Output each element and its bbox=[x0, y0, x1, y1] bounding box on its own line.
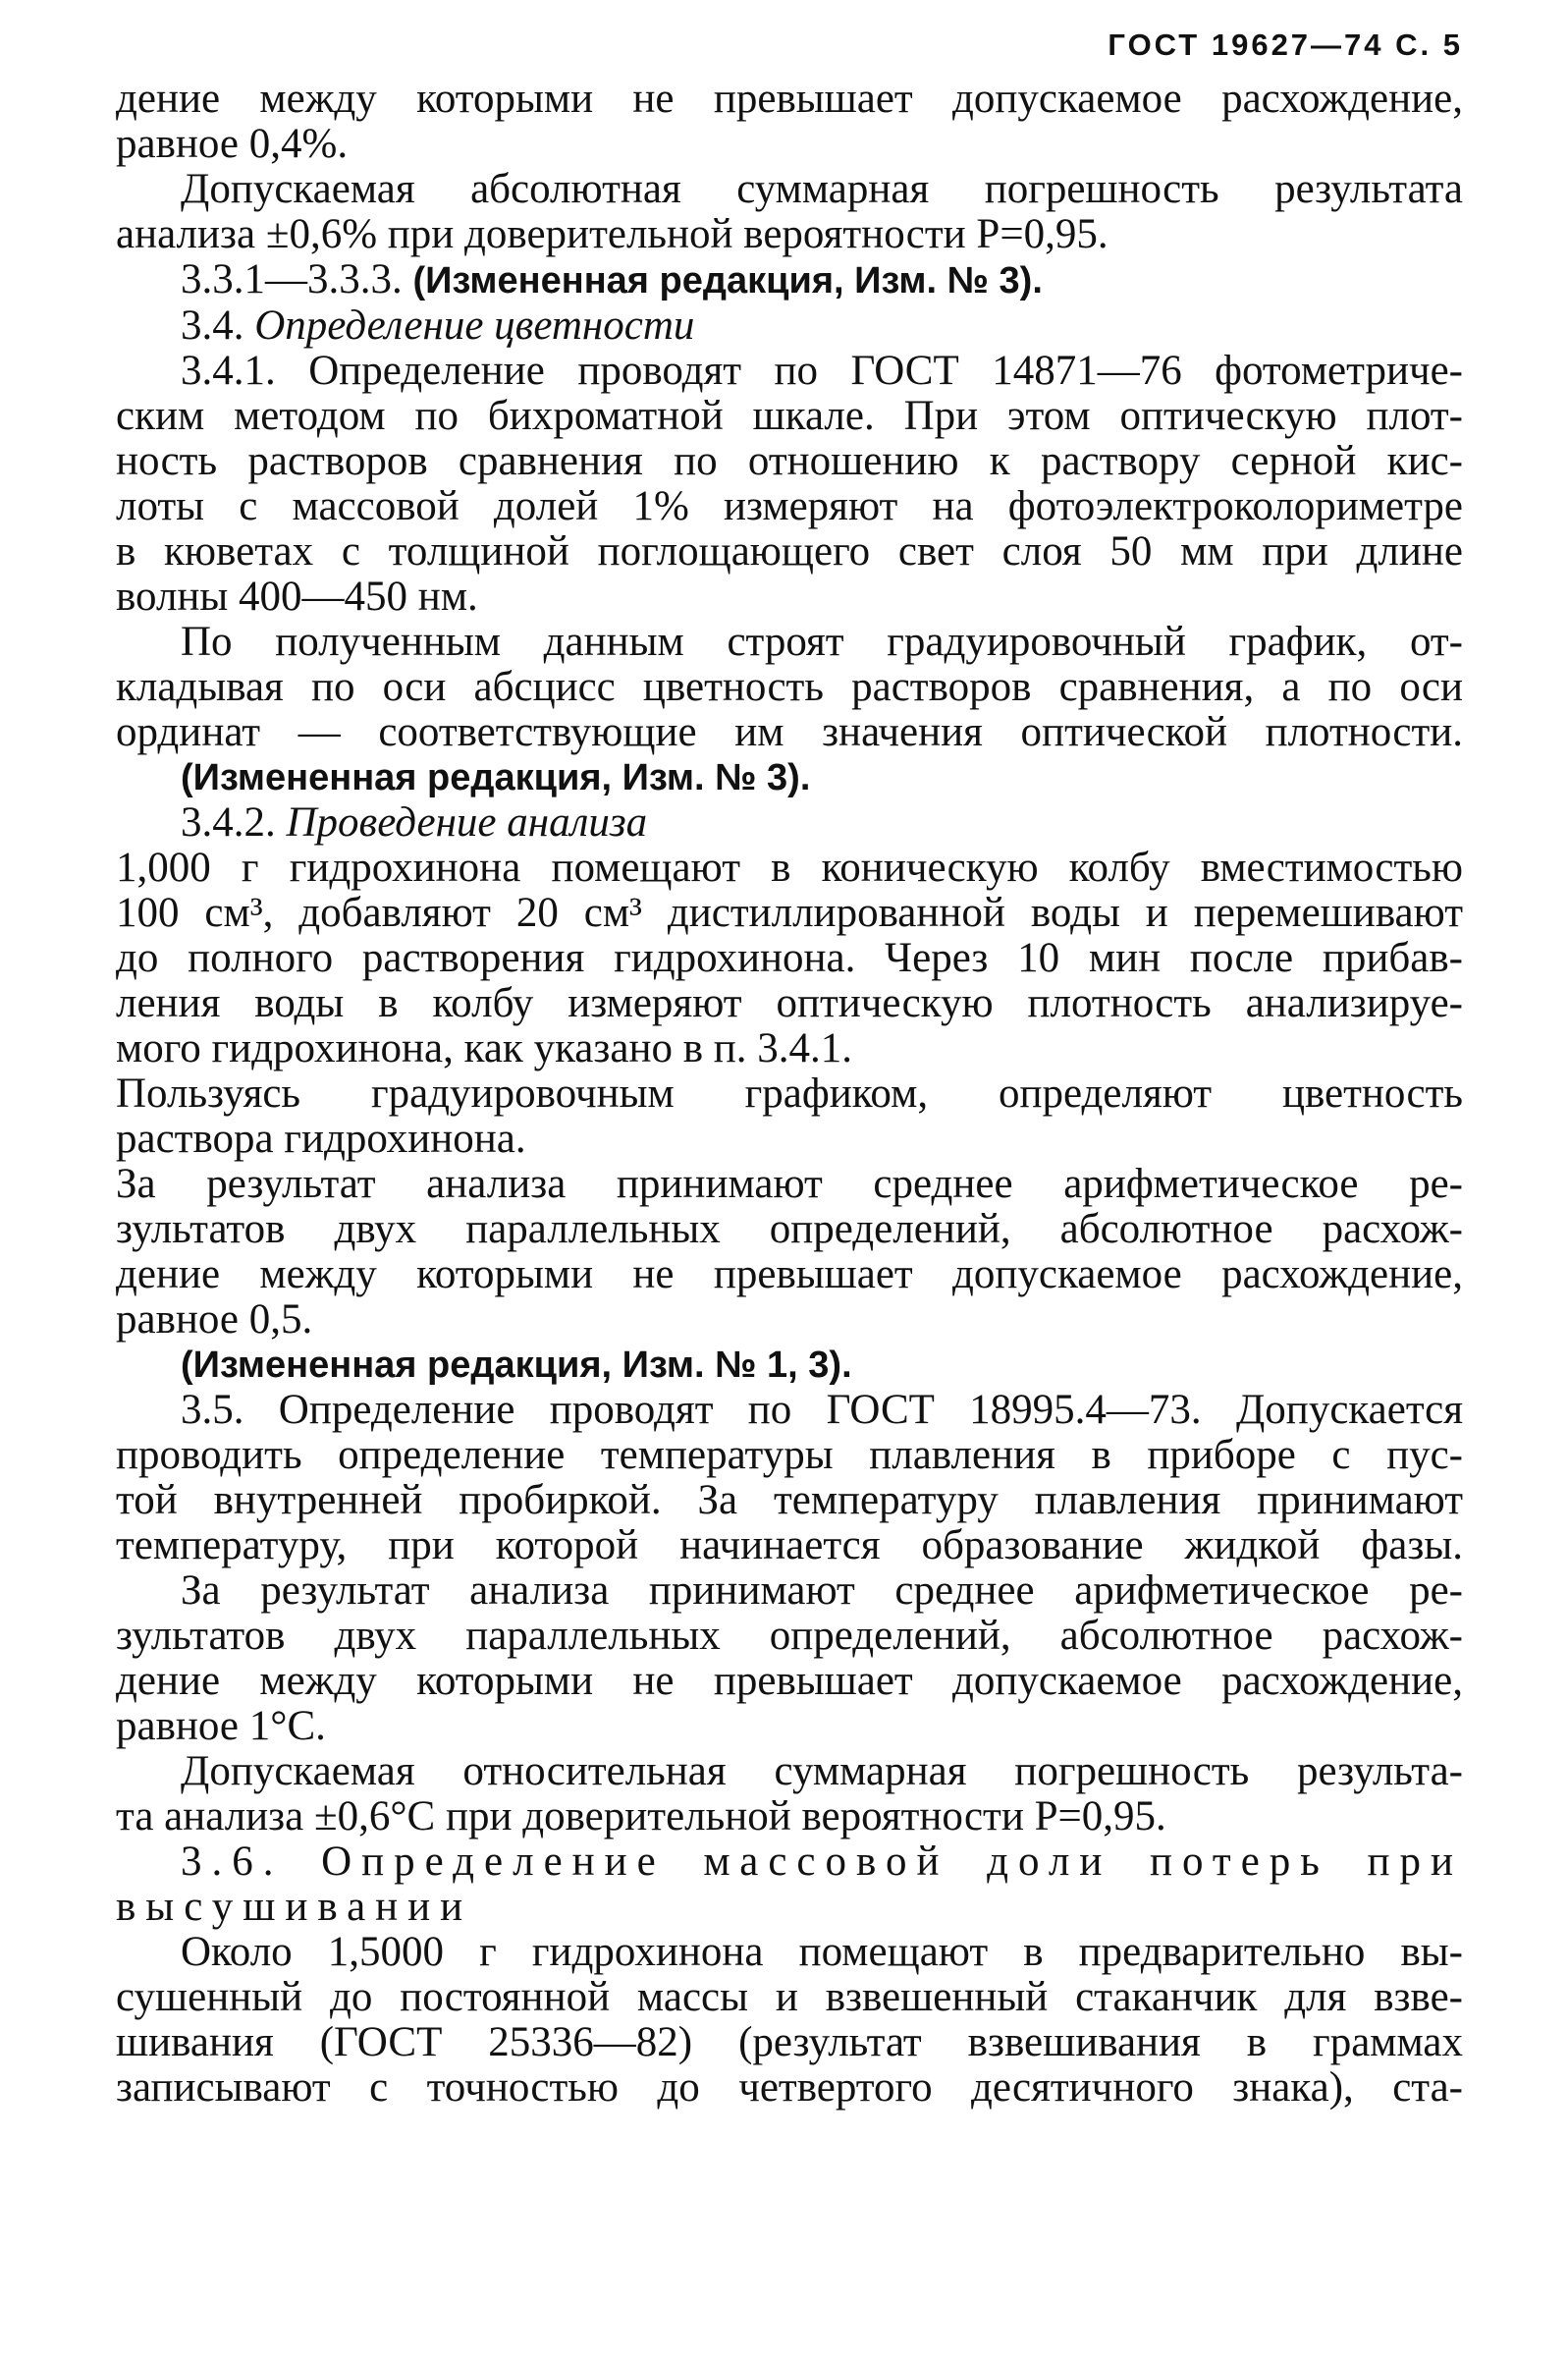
text-line: За результат анализа принимают среднее арифметическое ре- bbox=[181, 1567, 1463, 1614]
text-line: та анализа ±0,6°C при доверительной вероятности Р=0,95. bbox=[116, 1793, 1166, 1839]
text-line: ность растворов сравнения по отношению к раствору серной кис- bbox=[116, 438, 1463, 484]
text-line: По полученным данным строят градуировочный график, от- bbox=[181, 619, 1463, 665]
text-line: высушивании bbox=[116, 1884, 473, 1930]
text-line: зультатов двух параллельных определений, абсолютное расхож- bbox=[116, 1206, 1463, 1252]
text-line: кладывая по оси абсцисс цветность растворов сравнения, а по оси bbox=[116, 664, 1463, 710]
document-page bbox=[116, 27, 1463, 2111]
text-line: 3.6. Определение массовой доли потерь при bbox=[181, 1839, 1463, 1885]
text-line: ординат — соответствующие им значения оптической плотности. bbox=[116, 709, 1463, 755]
text-line: равное 1°C. bbox=[116, 1703, 326, 1749]
text-line: ления воды в колбу измеряют оптическую плотность анализируе- bbox=[116, 980, 1463, 1026]
text-line: дение между которыми не превышает допускаемое расхождение, bbox=[116, 1251, 1463, 1297]
text-line: Допускаемая абсолютная суммарная погрешность результата bbox=[181, 166, 1463, 212]
text-line: волны 400—450 нм. bbox=[116, 574, 478, 620]
text-line: 3.4.2. Проведение анализа bbox=[181, 799, 648, 846]
text-line: записывают с точностью до четвертого десятичного знака), ста- bbox=[116, 2064, 1463, 2111]
text-line: 3.4.1. Определение проводят по ГОСТ 14871—76 фотометриче- bbox=[181, 348, 1463, 394]
text-line: в кюветах с толщиной поглощающего свет слоя 50 мм при длине bbox=[116, 528, 1463, 575]
document-body bbox=[116, 77, 1463, 2111]
text-line: шивания (ГОСТ 25336—82) (результат взвешивания в граммах bbox=[116, 2019, 1463, 2065]
text-line: до полного растворения гидрохинона. Через 10 мин после прибав- bbox=[116, 935, 1463, 981]
text-line: 3.5. Определение проводят по ГОСТ 18995.4—73. Допускается bbox=[181, 1387, 1463, 1433]
text-line: равное 0,5. bbox=[116, 1296, 313, 1343]
text-line: проводить определение температуры плавления в приборе с пус- bbox=[116, 1432, 1463, 1478]
text-line: зультатов двух параллельных определений, абсолютное расхож- bbox=[116, 1613, 1463, 1659]
text-line: (Измененная редакция, Изм. № 1, 3). bbox=[181, 1345, 852, 1386]
text-line: лоты с массовой долей 1% измеряют на фотоэлектроколориметре bbox=[116, 483, 1463, 529]
text-line: равное 0,4%. bbox=[116, 121, 349, 167]
text-line: (Измененная редакция, Изм. № 3). bbox=[181, 757, 811, 798]
text-line: 3.4. Определение цветности bbox=[181, 302, 695, 349]
text-line: 1,000 г гидрохинона помещают в коническую колбу вместимостью bbox=[116, 845, 1463, 891]
text-line: мого гидрохинона, как указано в п. 3.4.1. bbox=[116, 1025, 853, 1071]
page-header: ГОСТ 19627—74 С. 5 bbox=[1108, 27, 1463, 62]
text-line: Около 1,5000 г гидрохинона помещают в предварительно вы- bbox=[181, 1929, 1463, 1975]
text-line: 100 см³, добавляют 20 см³ дистиллированной воды и перемешивают bbox=[116, 890, 1463, 936]
text-line: температуру, при которой начинается образование жидкой фазы. bbox=[116, 1522, 1463, 1568]
text-line: За результат анализа принимают среднее арифметическое ре- bbox=[116, 1161, 1463, 1207]
text-line: анализа ±0,6% при доверительной вероятности Р=0,95. bbox=[116, 211, 1108, 257]
text-line: сушенный до постоянной массы и взвешенный стаканчик для взве- bbox=[116, 1974, 1463, 2020]
text-line: Допускаемая относительная суммарная погрешность результа- bbox=[181, 1748, 1463, 1794]
text-line: ским методом по бихроматной шкале. При этом оптическую плот- bbox=[116, 393, 1463, 439]
text-line: 3.3.1—3.3.3. (Измененная редакция, Изм. № 3). bbox=[181, 256, 1043, 302]
text-line: той внутренней пробиркой. За температуру плавления принимают bbox=[116, 1477, 1463, 1523]
text-line: раствора гидрохинона. bbox=[116, 1116, 526, 1162]
text-line: дение между которыми не превышает допускаемое расхождение, bbox=[116, 1658, 1463, 1704]
text-line: Пользуясь градуировочным графиком, определяют цветность bbox=[116, 1070, 1463, 1117]
text-line: дение между которыми не превышает допускаемое расхождение, bbox=[116, 76, 1463, 122]
